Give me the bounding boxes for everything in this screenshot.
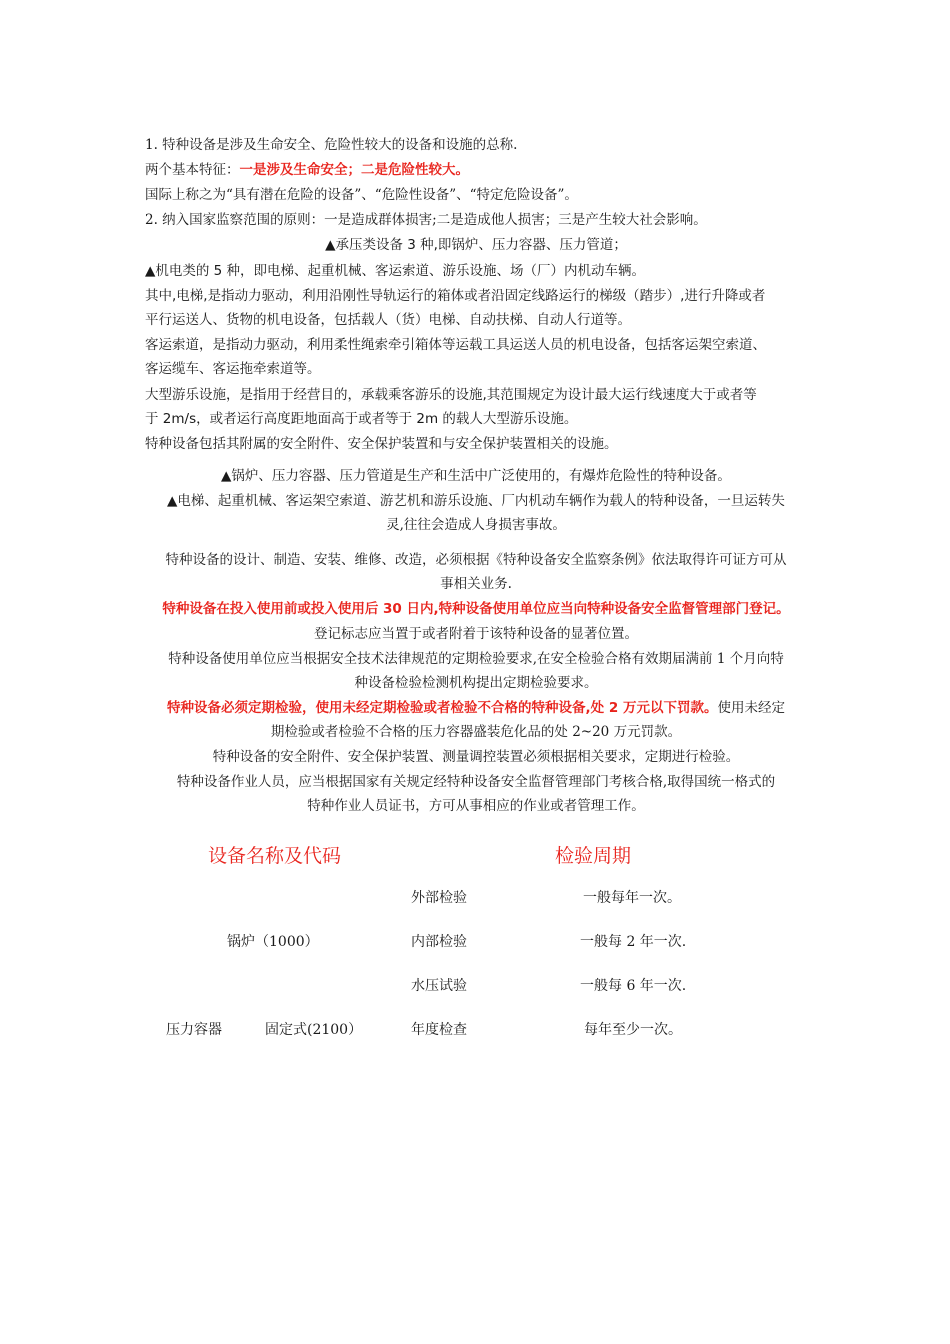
table-cell-type: 内部检验 — [411, 934, 467, 950]
paragraph-features — [145, 161, 469, 179]
paragraph-electromechanical: ▲机电类的 5 种，即电梯、起重机械、客运索道、游乐设施、场（厂）内机动车辆。 — [145, 263, 646, 279]
table-cell-pressure-vessel: 压力容器 — [166, 1022, 222, 1038]
table-cell-type: 年度检查 — [411, 1022, 467, 1038]
paragraph-pressure-equipment: ▲承压类设备 3 种,即锅炉、压力容器、压力管道； — [325, 237, 627, 253]
features-highlight: 一是涉及生命安全；二是危险性较大。 — [239, 162, 469, 178]
paragraph-amusement-line1: 大型游乐设施，是指用于经营目的，承载乘客游乐的设施,其范围规定为设计最大运行线速度大于或者等 — [145, 387, 757, 403]
paragraph-ropeway-line1: 客运索道，是指动力驱动，利用柔性绳索牵引箱体等运载工具运送人员的机电设备，包括客运架空索道、 — [145, 337, 766, 353]
paragraph-accessories: 特种设备包括其附属的安全附件、安全保护装置和与安全保护装置相关的设施。 — [145, 436, 618, 452]
paragraph-explosive-equipment: ▲锅炉、压力容器、压力管道是生产和生活中广泛使用的，有爆炸危险性的特种设备。 — [221, 468, 731, 484]
table-cell-type: 水压试验 — [411, 978, 467, 994]
paragraph-registration: 特种设备在投入使用前或投入使用后 30 日内,特种设备使用单位应当向特种设备安全监督管理部门登记。 — [162, 601, 790, 617]
table-cell-type: 外部检验 — [411, 890, 467, 906]
paragraph-operator-line2: 特种作业人员证书，方可从事相应的作业或者管理工作。 — [307, 798, 645, 814]
paragraph-inspection-request-line2: 种设备检验检测机构提出定期检验要求。 — [354, 675, 598, 691]
paragraph-inspection-request-line1: 特种设备使用单位应当根据安全技术法律规范的定期检验要求,在安全检验合格有效期届满前 1 个月向特 — [168, 651, 784, 667]
table-cell-period: 每年至少一次。 — [584, 1022, 682, 1038]
table-cell-period: 一般每 2 年一次. — [580, 934, 687, 950]
paragraph-license-line2: 事相关业务. — [440, 576, 512, 592]
features-label: 两个基本特征： — [145, 162, 240, 178]
paragraph-elevator-line1: 其中,电梯,是指动力驱动，利用沿刚性导轨运行的箱体或者沿固定线路运行的梯级（踏步）,进行升降或者 — [145, 288, 766, 304]
paragraph-operator-line1: 特种设备作业人员，应当根据国家有关规定经特种设备安全监督管理部门考核合格,取得国统一格式的 — [176, 774, 776, 790]
paragraph-elevator-line2: 平行运送人、货物的机电设备，包括载人（货）电梯、自动扶梯、自动人行道等。 — [145, 312, 631, 328]
table-cell-period: 一般每 6 年一次. — [580, 978, 687, 994]
paragraph-passenger-equipment-line2: 灵,往往会造成人身损害事故。 — [386, 517, 566, 533]
paragraph-penalty-line2: 期检验或者检验不合格的压力容器盛装危化品的处 2~20 万元罚款。 — [270, 724, 682, 740]
paragraph-international-name: 国际上称之为“具有潜在危险的设备”、“危险性设备”、“特定危险设备”。 — [145, 187, 578, 203]
table-cell-period: 一般每年一次。 — [583, 890, 681, 906]
paragraph-passenger-equipment-line1: ▲电梯、起重机械、客运架空索道、游艺机和游乐设施、厂内机动车辆作为载人的特种设备，一旦运转失 — [167, 493, 785, 509]
table-header-equipment: 设备名称及代码 — [208, 845, 342, 867]
penalty-highlight: 特种设备必须定期检验，使用未经定期检验或者检验不合格的特种设备,处 2 万元以下罚款。 — [167, 700, 718, 716]
table-cell-fixed-vessel: 固定式(2100） — [265, 1022, 363, 1038]
paragraph-license-line1: 特种设备的设计、制造、安装、维修、改造，必须根据《特种设备安全监察条例》依法取得许可证方可从 — [165, 552, 787, 568]
paragraph-amusement-line2: 于 2m/s，或者运行高度距地面高于或者等于 2m 的载人大型游乐设施。 — [145, 411, 578, 427]
penalty-rest: 使用未经定 — [717, 700, 785, 716]
table-header-period: 检验周期 — [555, 845, 632, 867]
paragraph-definition: 1. 特种设备是涉及生命安全、危险性较大的设备和设施的总称. — [145, 137, 518, 153]
paragraph-safety-accessories: 特种设备的安全附件、安全保护装置、测量调控装置必须根据相关要求，定期进行检验。 — [212, 749, 740, 765]
paragraph-penalty-line1 — [145, 699, 807, 717]
paragraph-ropeway-line2: 客运缆车、客运拖牵索道等。 — [145, 361, 321, 377]
paragraph-supervision-principle: 2. 纳入国家监察范围的原则：一是造成群体损害;二是造成他人损害；三是产生较大社会影响。 — [145, 212, 707, 228]
table-cell-boiler: 锅炉（1000） — [227, 934, 319, 950]
paragraph-registration-mark: 登记标志应当置于或者附着于该特种设备的显著位置。 — [314, 626, 638, 642]
